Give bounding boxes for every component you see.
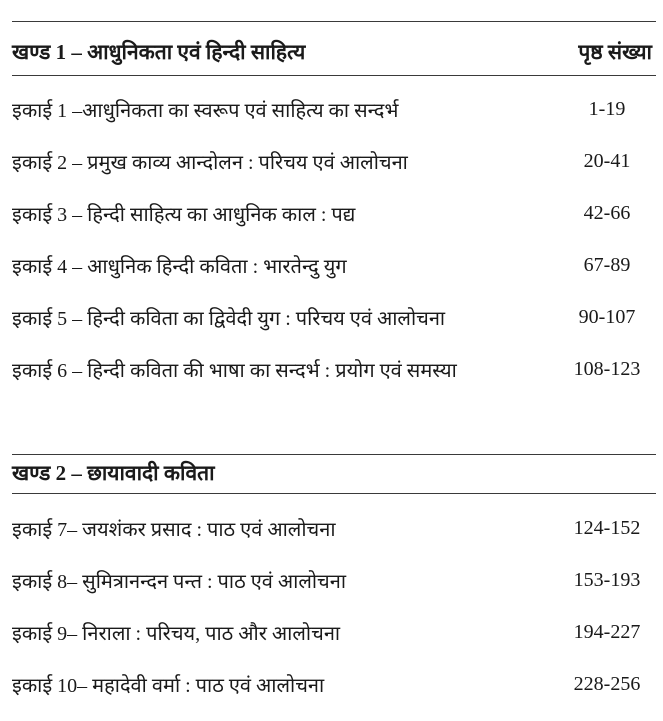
unit-pages: 67-89 xyxy=(583,253,631,276)
unit-pages: 20-41 xyxy=(583,149,631,172)
toc-row xyxy=(12,565,656,595)
section-2-top-rule xyxy=(12,454,656,455)
unit-title: इकाई 9– निराला : परिचय, पाठ और आलोचना xyxy=(12,622,341,645)
toc-row xyxy=(12,669,656,699)
toc-row xyxy=(12,146,656,176)
toc-row xyxy=(12,617,656,647)
unit-title: इकाई 3 – हिन्दी साहित्य का आधुनिक काल : पद्य xyxy=(12,203,356,226)
toc-row xyxy=(12,94,656,124)
unit-title: इकाई 2 – प्रमुख काव्य आन्दोलन : परिचय एवं आलोचना xyxy=(12,151,408,174)
section-1-header xyxy=(12,35,656,69)
section-1-heading: खण्ड 1 – आधुनिकता एवं हिन्दी साहित्य xyxy=(12,40,306,64)
unit-pages: 42-66 xyxy=(583,201,631,224)
section-2-bottom-rule xyxy=(12,493,656,494)
toc-row xyxy=(12,198,656,228)
toc-row xyxy=(12,354,656,384)
unit-title: इकाई 5 – हिन्दी कविता का द्विवेदी युग : परिचय एवं आलोचना xyxy=(12,307,446,330)
section-1-bottom-rule xyxy=(12,75,656,76)
unit-pages: 153-193 xyxy=(573,568,641,591)
section-2-heading: खण्ड 2 – छायावादी कविता xyxy=(12,461,215,485)
section-2-header xyxy=(12,456,656,490)
unit-pages: 228-256 xyxy=(573,672,641,695)
unit-pages: 1-19 xyxy=(588,97,626,120)
unit-title: इकाई 6 – हिन्दी कविता की भाषा का सन्दर्भ : प्रयोग एवं समस्या xyxy=(12,359,457,382)
unit-pages: 124-152 xyxy=(573,516,641,539)
unit-title: इकाई 8– सुमित्रानन्दन पन्त : पाठ एवं आलोचना xyxy=(12,570,347,593)
toc-row xyxy=(12,302,656,332)
unit-title: इकाई 4 – आधुनिक हिन्दी कविता : भारतेन्दु युग xyxy=(12,255,347,278)
section-1-top-rule xyxy=(12,21,656,22)
toc-row xyxy=(12,250,656,280)
toc-row xyxy=(12,513,656,543)
unit-pages: 108-123 xyxy=(573,357,641,380)
unit-title: इकाई 10– महादेवी वर्मा : पाठ एवं आलोचना xyxy=(12,674,325,697)
unit-title: इकाई 7– जयशंकर प्रसाद : पाठ एवं आलोचना xyxy=(12,518,336,541)
unit-pages: 90-107 xyxy=(578,305,636,328)
pages-column-heading: पृष्ठ संख्या xyxy=(578,40,652,64)
unit-pages: 194-227 xyxy=(573,620,641,643)
unit-title: इकाई 1 –आधुनिकता का स्वरूप एवं साहित्य का सन्दर्भ xyxy=(12,99,399,122)
